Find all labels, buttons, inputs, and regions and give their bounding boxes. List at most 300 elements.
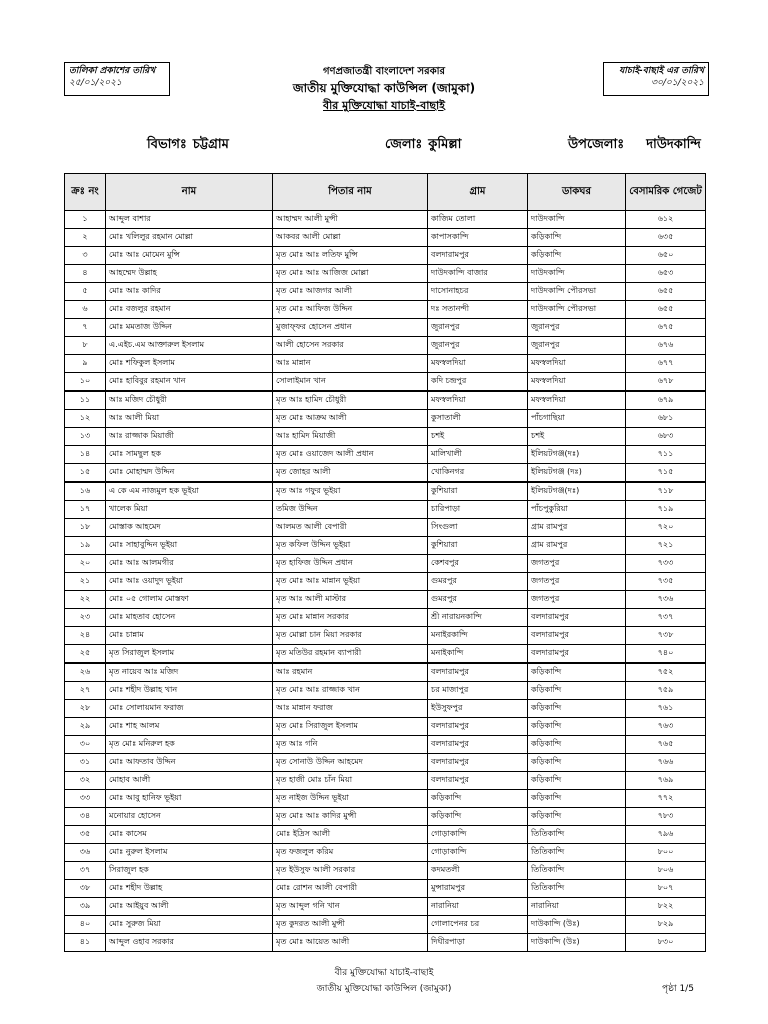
cell-name: মোঃ সামছুল হক	[106, 446, 273, 464]
table-row	[65, 337, 706, 355]
cell-village: মনাইরকান্দি	[428, 627, 528, 645]
cell-serial: ৩৮	[65, 880, 106, 898]
cell-gazette: ৭৬৯	[626, 772, 706, 790]
cell-name: সিরাজুল হক	[106, 862, 273, 880]
table-row	[65, 645, 706, 664]
cell-gazette: ৭৩৭	[626, 609, 706, 627]
page-number: পৃষ্ঠা 1/5	[662, 984, 694, 994]
table-row	[65, 573, 706, 591]
table-row	[65, 609, 706, 627]
cell-father-name: মৃত আঃ হামিদ চৌধুরী	[273, 391, 428, 410]
cell-father-name: মৃত মোঃ ওয়াজেদ আলী প্রধান	[273, 446, 428, 464]
cell-post-office: তিতিকান্দি	[528, 862, 626, 880]
cell-name: মোহাব আলী	[106, 772, 273, 790]
cell-post-office: কড়িকান্দি	[528, 247, 626, 265]
column-header-name: নাম	[106, 174, 273, 211]
cell-village: গুমরপুর	[428, 573, 528, 591]
cell-father-name: মৃত মোঃ আয়েত আলী	[273, 934, 428, 952]
cell-gazette: ৬৭৭	[626, 355, 706, 373]
cell-village: কুশিয়ারা	[428, 482, 528, 501]
cell-post-office: দাউদকান্দি	[528, 265, 626, 283]
table-row	[65, 482, 706, 501]
cell-serial: ৭	[65, 319, 106, 337]
cell-father-name: আহাম্মদ আলী মুন্সী	[273, 211, 428, 229]
cell-name: মোঃ আঃ আলমগীর	[106, 555, 273, 573]
cell-serial: ২৩	[65, 609, 106, 627]
cell-father-name: মৃত আঃ গনি	[273, 736, 428, 754]
cell-gazette: ৬৩৫	[626, 229, 706, 247]
cell-post-office: গ্রাম রামপুর	[528, 537, 626, 555]
table-row	[65, 898, 706, 916]
cell-serial: ৩১	[65, 754, 106, 772]
table-header-row	[65, 174, 706, 211]
cell-post-office: নারানিয়া	[528, 898, 626, 916]
cell-village: কদমতলী	[428, 862, 528, 880]
cell-father-name: মৃত ফজলুল করিম	[273, 844, 428, 862]
cell-village: গোলাপেনর চর	[428, 916, 528, 934]
table-row	[65, 428, 706, 446]
cell-gazette: ৮০০	[626, 844, 706, 862]
cell-name: মোঃ ০৫ গোলাম মোস্তফা	[106, 591, 273, 609]
footer-subtitle: জাতীয় মুক্তিযোদ্ধা কাউন্সিল (জামুকা)	[316, 984, 452, 994]
cell-name: এ কে এম নাজমুল হক ভূইয়া	[106, 482, 273, 501]
district-label: জেলাঃ	[385, 137, 423, 152]
cell-village: কদি চন্দ্রপুর	[428, 373, 528, 392]
table-row	[65, 301, 706, 319]
cell-serial: ৩০	[65, 736, 106, 754]
footer-title: বীর মুক্তিযোদ্ধা যাচাই-বাছাই	[334, 968, 434, 978]
cell-name: মোস্তাক আহমেদ	[106, 519, 273, 537]
cell-father-name: মৃত আঃ আলী মাস্টার	[273, 591, 428, 609]
cell-post-office: জগতপুর	[528, 555, 626, 573]
table-row	[65, 555, 706, 573]
cell-gazette: ৬১২	[626, 211, 706, 229]
cell-father-name: আঃ হামিদ মিয়াজী	[273, 428, 428, 446]
government-heading: গণপ্রজাতন্ত্রী বাংলাদেশ সরকার	[323, 66, 445, 77]
page-title: বীর মুক্তিযোদ্ধা যাচাই-বাছাই	[323, 99, 445, 112]
cell-father-name: মৃত আব্দুল গনি খান	[273, 898, 428, 916]
cell-serial: ৩	[65, 247, 106, 265]
verification-date-label: যাচাই-বাছাই এর তারিখ	[619, 66, 704, 76]
cell-village: চর মাজাপুর	[428, 682, 528, 700]
cell-village: খোকিনগর	[428, 464, 528, 483]
cell-name: মোঃ কাসেম	[106, 826, 273, 844]
cell-father-name: মৃত কফিল উদ্দিন ভূইয়া	[273, 537, 428, 555]
cell-gazette: ৬৮১	[626, 410, 706, 428]
cell-name: আহম্মেদ উল্লাহ	[106, 265, 273, 283]
upazila-label: উপজেলাঃ	[568, 137, 625, 152]
cell-name: মোঃ সাহাবুদ্দিন ভূইয়া	[106, 537, 273, 555]
cell-father-name: মৃত মোঃ আফিজ উদ্দিন	[273, 301, 428, 319]
table-row	[65, 319, 706, 337]
cell-village: মুন্সারামপুর	[428, 880, 528, 898]
cell-serial: ৫	[65, 283, 106, 301]
cell-post-office: কড়িকান্দি	[528, 772, 626, 790]
column-header-father-name: পিতার নাম	[273, 174, 428, 211]
cell-serial: ২৬	[65, 663, 106, 682]
cell-serial: ২৫	[65, 645, 106, 664]
table-row	[65, 844, 706, 862]
cell-father-name: মৃত নাইজ উদ্দিন ভূইয়া	[273, 790, 428, 808]
cell-gazette: ৬৭৫	[626, 319, 706, 337]
cell-post-office: কড়িকান্দি	[528, 700, 626, 718]
cell-father-name: মৃত মোঃ আঃ আজিজ মোল্লা	[273, 265, 428, 283]
table-row	[65, 754, 706, 772]
cell-father-name: মৃত সোনাউ উদ্দিন আহমেদ	[273, 754, 428, 772]
cell-father-name: মৃত মোল্লা চান মিয়া সরকার	[273, 627, 428, 645]
cell-serial: ২৭	[65, 682, 106, 700]
cell-gazette: ৭৪০	[626, 645, 706, 664]
cell-name: মনোয়ার হোসেন	[106, 808, 273, 826]
cell-father-name: মৃত জোহর আলী	[273, 464, 428, 483]
cell-gazette: ৭৯৬	[626, 826, 706, 844]
cell-serial: ১৮	[65, 519, 106, 537]
cell-father-name: মৃত হাজী মোঃ চাঁন মিয়া	[273, 772, 428, 790]
table-row	[65, 229, 706, 247]
cell-gazette: ৭১৮	[626, 482, 706, 501]
cell-father-name: মৃত মোঃ মান্নান সরকার	[273, 609, 428, 627]
cell-name: মোঃ নুরুল ইসলাম	[106, 844, 273, 862]
cell-gazette: ৭৩৩	[626, 555, 706, 573]
cell-gazette: ৭২১	[626, 537, 706, 555]
cell-post-office: বলদারামপুর	[528, 645, 626, 664]
table-row	[65, 934, 706, 952]
cell-village: গোড়াকান্দি	[428, 826, 528, 844]
cell-village: বলদারামপুর	[428, 736, 528, 754]
table-row	[65, 265, 706, 283]
cell-village: দঃ সতানন্দী	[428, 301, 528, 319]
cell-father-name: আঃ মান্নান	[273, 355, 428, 373]
cell-post-office: জগতপুর	[528, 591, 626, 609]
cell-father-name: আলী হোসেন সরকার	[273, 337, 428, 355]
cell-gazette: ৭৮৩	[626, 808, 706, 826]
cell-gazette: ৭৩৬	[626, 591, 706, 609]
cell-name: মোঃ চান্নাম	[106, 627, 273, 645]
cell-gazette: ৮৩০	[626, 934, 706, 952]
cell-name: মোঃ আঃ ওয়াদুদ ভূইয়া	[106, 573, 273, 591]
cell-post-office: তিতিকান্দি	[528, 880, 626, 898]
cell-village: মালিখালী	[428, 446, 528, 464]
cell-serial: ২০	[65, 555, 106, 573]
cell-post-office: জুরানপুর	[528, 337, 626, 355]
cell-village: গোড়াকান্দি	[428, 844, 528, 862]
table-row	[65, 862, 706, 880]
table-row	[65, 808, 706, 826]
cell-father-name: মৃত মোঃ আজগর আলী	[273, 283, 428, 301]
cell-serial: ৪	[65, 265, 106, 283]
cell-post-office: কড়িকান্দি	[528, 808, 626, 826]
table-row	[65, 790, 706, 808]
cell-father-name: আকবর আলী মোল্লা	[273, 229, 428, 247]
column-header-village: গ্রাম	[428, 174, 528, 211]
cell-serial: ২	[65, 229, 106, 247]
cell-serial: ২৪	[65, 627, 106, 645]
table-row	[65, 464, 706, 483]
cell-father-name: মোঃ রোশন আলী বেপারী	[273, 880, 428, 898]
cell-post-office: পাঁচগাছিয়া	[528, 410, 626, 428]
cell-post-office: পাঁচপুকুরিয়া	[528, 501, 626, 519]
cell-post-office: মফস্বলদিয়া	[528, 373, 626, 392]
cell-post-office: কড়িকান্দি	[528, 790, 626, 808]
table-row	[65, 537, 706, 555]
publication-date-value: ২৫/০১/২০২১	[69, 78, 122, 88]
district-field	[385, 135, 461, 156]
cell-gazette: ৭৬১	[626, 700, 706, 718]
cell-post-office: দাউদকান্দি পৌরসভা	[528, 283, 626, 301]
table-row	[65, 373, 706, 392]
cell-name: মোঃ শাহ আলম	[106, 718, 273, 736]
cell-name: মৃত মোঃ মনিরুল হক	[106, 736, 273, 754]
cell-name: মৃত সিরাজুল ইসলাম	[106, 645, 273, 664]
cell-gazette: ৭১১	[626, 446, 706, 464]
cell-serial: ১৯	[65, 537, 106, 555]
cell-serial: ৬	[65, 301, 106, 319]
cell-post-office: মফস্বলদিয়া	[528, 391, 626, 410]
cell-name: মোঃ সোলায়মান ফরাজ	[106, 700, 273, 718]
cell-father-name: মৃত মোঃ সিরাজুল ইসলাম	[273, 718, 428, 736]
cell-village: কুশিয়ারা	[428, 537, 528, 555]
cell-name: মোঃ শহীদ উল্লাহ খান	[106, 682, 273, 700]
cell-serial: ২৯	[65, 718, 106, 736]
cell-gazette: ৭১৯	[626, 501, 706, 519]
cell-post-office: দাউদকান্দি পৌরসভা	[528, 301, 626, 319]
cell-village: জুরানপুর	[428, 319, 528, 337]
table-row	[65, 772, 706, 790]
cell-name: মোঃ আইয়ুব আলী	[106, 898, 273, 916]
table-row	[65, 519, 706, 537]
cell-serial: ২১	[65, 573, 106, 591]
cell-gazette: ৭৩৮	[626, 627, 706, 645]
cell-village: কড়িকান্দি	[428, 808, 528, 826]
table-row	[65, 663, 706, 682]
table-row	[65, 682, 706, 700]
table-row	[65, 916, 706, 934]
cell-gazette: ৬৭৯	[626, 391, 706, 410]
cell-gazette: ৭৫২	[626, 663, 706, 682]
column-header-post-office: ডাকঘর	[528, 174, 626, 211]
cell-serial: ১৬	[65, 482, 106, 501]
cell-name: মোঃ শফিকুল ইসলাম	[106, 355, 273, 373]
cell-father-name: মৃত মোঃ আঃ রাজ্জাক খান	[273, 682, 428, 700]
division-value: চট্টগ্রাম	[192, 137, 229, 152]
cell-gazette: ৬৫৫	[626, 301, 706, 319]
table-row	[65, 880, 706, 898]
cell-serial: ১১	[65, 391, 106, 410]
cell-name: মোঃ আফতাব উদ্দিন	[106, 754, 273, 772]
cell-name: মোঃ মোহাম্মদ উদ্দিন	[106, 464, 273, 483]
cell-post-office: তিতিকান্দি	[528, 826, 626, 844]
cell-village: সিংগুলা	[428, 519, 528, 537]
cell-name: আব্দুল ওহাব সরকার	[106, 934, 273, 952]
cell-post-office: কড়িকান্দি	[528, 682, 626, 700]
freedom-fighter-table	[64, 173, 706, 952]
cell-post-office: দাউদকান্দি	[528, 211, 626, 229]
cell-gazette: ৬৫৩	[626, 265, 706, 283]
cell-post-office: জগতপুর	[528, 573, 626, 591]
table-row	[65, 211, 706, 229]
cell-gazette: ৭৬৩	[626, 718, 706, 736]
cell-serial: ১৫	[65, 464, 106, 483]
cell-name: আঃ আলী মিয়া	[106, 410, 273, 428]
cell-village: বলদারামপুর	[428, 663, 528, 682]
cell-post-office: কড়িকান্দি	[528, 229, 626, 247]
cell-post-office: দাউকান্দি (উঃ)	[528, 934, 626, 952]
cell-serial: ১০	[65, 373, 106, 392]
cell-name: মোঃ মাহতাব হোসেন	[106, 609, 273, 627]
cell-village: মনাইকান্দি	[428, 645, 528, 664]
cell-gazette: ৭৫৯	[626, 682, 706, 700]
cell-gazette: ৭৬৫	[626, 736, 706, 754]
cell-serial: ৩৩	[65, 790, 106, 808]
cell-name: আব্দুল বাশার	[106, 211, 273, 229]
cell-post-office: কড়িকান্দি	[528, 736, 626, 754]
division-field	[147, 135, 229, 156]
cell-village: কাজিম তোলা	[428, 211, 528, 229]
table-row	[65, 410, 706, 428]
cell-name: মোঃ হাবিবুর রহমান খান	[106, 373, 273, 392]
cell-serial: ২২	[65, 591, 106, 609]
cell-village: দাউদকান্দি বাজার	[428, 265, 528, 283]
cell-name: মোঃ আঃ মোমেন মুন্সি	[106, 247, 273, 265]
cell-father-name: মৃত হাফিজ উদ্দিন প্রধান	[273, 555, 428, 573]
cell-post-office: বলদারামপুর	[528, 627, 626, 645]
table-row	[65, 718, 706, 736]
cell-village: চারিপাড়া	[428, 501, 528, 519]
cell-gazette: ৬৭৬	[626, 337, 706, 355]
cell-serial: ১২	[65, 410, 106, 428]
cell-gazette: ৬৫০	[626, 247, 706, 265]
table-row	[65, 627, 706, 645]
publication-date-label: তালিকা প্রকাশের তারিখ	[69, 66, 156, 76]
cell-father-name: আলমত আলী বেপারী	[273, 519, 428, 537]
cell-name: মোঃ সুরুজ মিয়া	[106, 916, 273, 934]
cell-gazette: ৮০৭	[626, 880, 706, 898]
cell-name: খালেক মিয়া	[106, 501, 273, 519]
cell-village: কেশবপুর	[428, 555, 528, 573]
cell-post-office: দাউকান্দি (উঃ)	[528, 916, 626, 934]
cell-village: ইউসুফপুর	[428, 700, 528, 718]
cell-village: কুসাতালী	[428, 410, 528, 428]
cell-village: বলদারামপুর	[428, 772, 528, 790]
cell-post-office: কড়িকান্দি	[528, 663, 626, 682]
cell-village: বলদারামপুর	[428, 247, 528, 265]
cell-village: কাপাসকান্দি	[428, 229, 528, 247]
cell-post-office: গ্রাম রামপুর	[528, 519, 626, 537]
cell-village: দিঘীরপাড়া	[428, 934, 528, 952]
cell-serial: ৩৭	[65, 862, 106, 880]
cell-serial: ১৪	[65, 446, 106, 464]
cell-village: দাসোনাহচর	[428, 283, 528, 301]
cell-father-name: মৃত মোঃ আঃ লতিফ মুন্সি	[273, 247, 428, 265]
cell-father-name: মৃত মোঃ আঃ কাদির মুন্সী	[273, 808, 428, 826]
cell-post-office: বলদারামপুর	[528, 609, 626, 627]
cell-serial: ২৮	[65, 700, 106, 718]
cell-father-name: মুজাফ্ফর হোসেন প্রধান	[273, 319, 428, 337]
cell-gazette: ৭৭২	[626, 790, 706, 808]
cell-village: বলদারামপুর	[428, 718, 528, 736]
cell-village: মফস্বলদিয়া	[428, 391, 528, 410]
cell-serial: ৪১	[65, 934, 106, 952]
table-row	[65, 391, 706, 410]
cell-gazette: ৭১৫	[626, 464, 706, 483]
cell-serial: ১	[65, 211, 106, 229]
cell-village: বলদারামপুর	[428, 754, 528, 772]
cell-father-name: মৃত আঃ গফুর ভূইয়া	[273, 482, 428, 501]
table-row	[65, 355, 706, 373]
cell-name: মোঃ শহীদ উল্লাহ	[106, 880, 273, 898]
cell-serial: ৩৫	[65, 826, 106, 844]
table-row	[65, 283, 706, 301]
cell-post-office: কড়িকান্দি	[528, 754, 626, 772]
cell-village: গুমরপুর	[428, 591, 528, 609]
cell-post-office: জুরানপুর	[528, 319, 626, 337]
cell-father-name: মৃত ইউসুফ আলী সরকার	[273, 862, 428, 880]
verification-date-value: ৩০/০১/২০২১	[651, 78, 704, 88]
cell-serial: ১৩	[65, 428, 106, 446]
cell-serial: ৯	[65, 355, 106, 373]
cell-gazette: ৬৭৮	[626, 373, 706, 392]
cell-serial: ৩২	[65, 772, 106, 790]
cell-village: শ্রী নারায়নকান্দি	[428, 609, 528, 627]
cell-name: মৃত নায়েব আঃ মজিদ	[106, 663, 273, 682]
table-row	[65, 247, 706, 265]
cell-post-office: চশই	[528, 428, 626, 446]
cell-father-name: মৃত মোঃ আক্রম আলী	[273, 410, 428, 428]
cell-father-name: আঃ মান্নান ফরাজ	[273, 700, 428, 718]
cell-serial: ৩৯	[65, 898, 106, 916]
table-row	[65, 700, 706, 718]
cell-gazette: ৮২৯	[626, 916, 706, 934]
cell-post-office: ইলিয়টগঞ্জ(দঃ)	[528, 446, 626, 464]
table-row	[65, 591, 706, 609]
cell-gazette: ৬৮৩	[626, 428, 706, 446]
cell-name: মোঃ আঃ কাদির	[106, 283, 273, 301]
cell-village: চশই	[428, 428, 528, 446]
cell-father-name: সোলাইমান খান	[273, 373, 428, 392]
cell-father-name: আঃ রহমান	[273, 663, 428, 682]
cell-name: মোঃ খলিলুর রহমান মোল্লা	[106, 229, 273, 247]
council-heading: জাতীয় মুক্তিযোদ্ধা কাউন্সিল (জামুকা)	[292, 81, 476, 95]
cell-father-name: মৃত কুদরত আলী মুন্সী	[273, 916, 428, 934]
cell-village: নারানিয়া	[428, 898, 528, 916]
cell-father-name: তমিজ উদ্দিন	[273, 501, 428, 519]
cell-name: মোঃ বজলুর রহমান	[106, 301, 273, 319]
cell-post-office: মফস্বলদিয়া	[528, 355, 626, 373]
cell-name: মোঃ মমতাজ উদ্দিন	[106, 319, 273, 337]
cell-father-name: মৃত মতিউর রহমান ব্যাপারী	[273, 645, 428, 664]
cell-name: আঃ মজিদ চৌধুরী	[106, 391, 273, 410]
cell-serial: ৩৬	[65, 844, 106, 862]
district-value: কুমিল্লা	[428, 137, 462, 152]
cell-father-name: মোঃ ইদ্রিস আলী	[273, 826, 428, 844]
table-row	[65, 501, 706, 519]
cell-post-office: তিতিকান্দি	[528, 844, 626, 862]
table-row	[65, 826, 706, 844]
cell-gazette: ৭৬৬	[626, 754, 706, 772]
table-row	[65, 446, 706, 464]
cell-father-name: মৃত মোঃ আঃ মান্নান ভূইয়া	[273, 573, 428, 591]
cell-village: মফস্বলদিয়া	[428, 355, 528, 373]
cell-name: মোঃ আবু হানিফ ভূইয়া	[106, 790, 273, 808]
cell-village: জুরানপুর	[428, 337, 528, 355]
cell-gazette: ৮২২	[626, 898, 706, 916]
cell-post-office: ইলিয়টগঞ্জ (দঃ)	[528, 464, 626, 483]
cell-gazette: ৮০৬	[626, 862, 706, 880]
cell-post-office: ইলিয়টগঞ্জ(দঃ)	[528, 482, 626, 501]
upazila-value: দাউদকান্দি	[646, 137, 701, 152]
cell-name: আঃ রাজ্জাক মিয়াজী	[106, 428, 273, 446]
table-row	[65, 736, 706, 754]
